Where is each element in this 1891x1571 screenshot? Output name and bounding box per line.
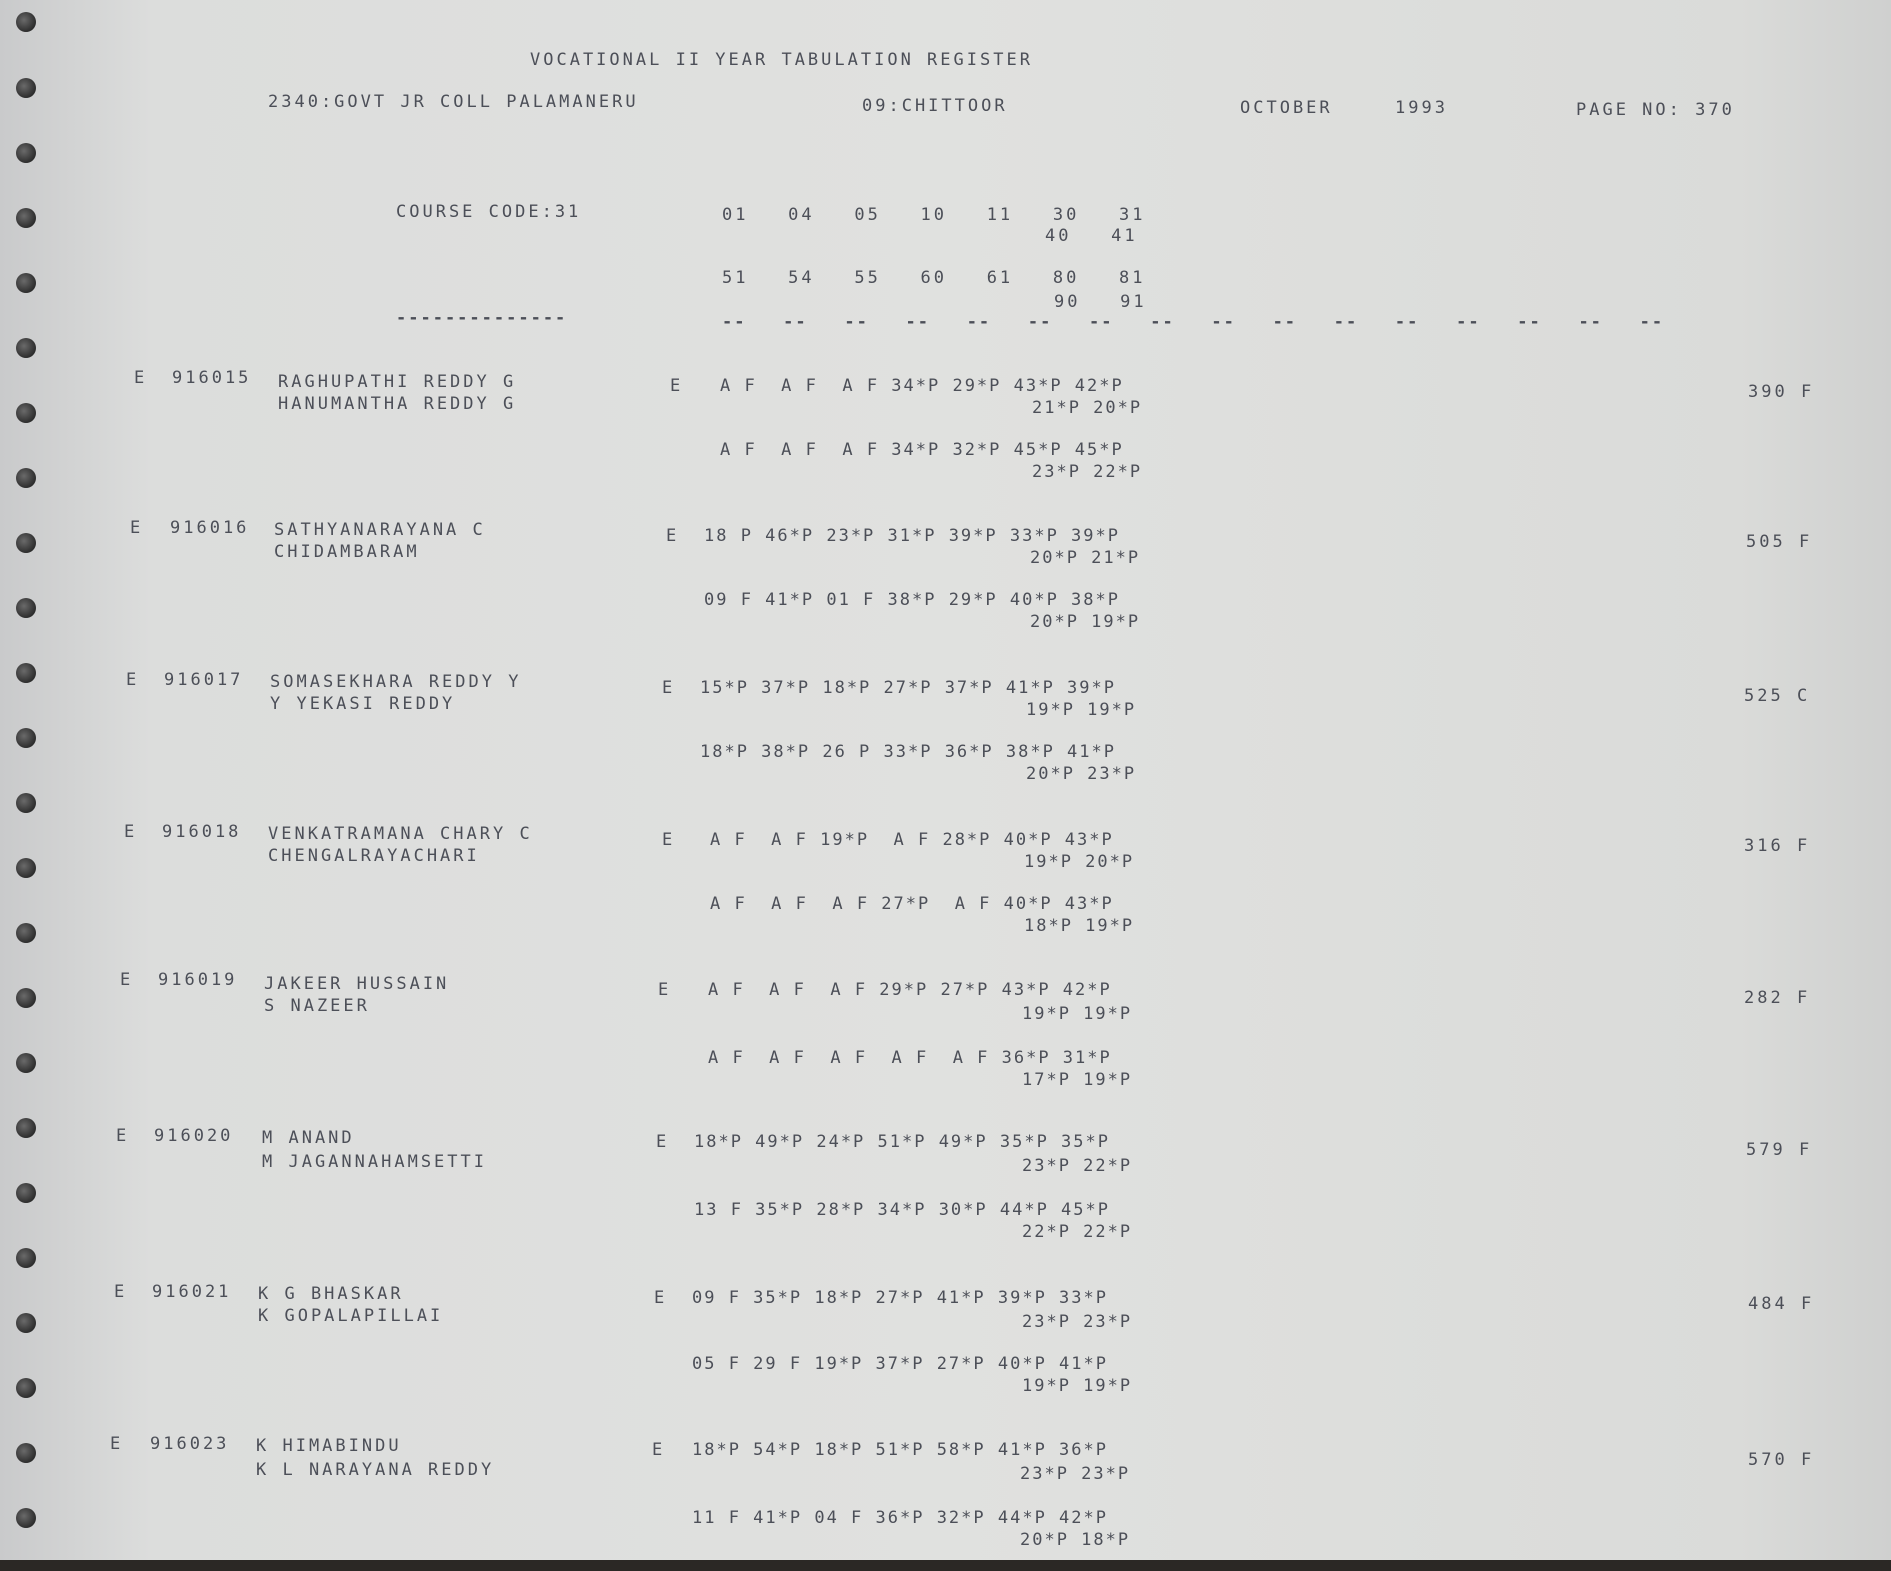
binder-hole-icon xyxy=(16,793,36,813)
binder-hole-icon xyxy=(16,988,36,1008)
year1-marks: A F A F 19*P A F 28*P 40*P 43*P xyxy=(710,830,1114,850)
binder-hole-icon xyxy=(16,468,36,488)
year1-marks-sub: 23*P 23*P xyxy=(1022,1312,1133,1332)
exam-flag: E xyxy=(662,678,676,698)
year1-marks-sub: 19*P 20*P xyxy=(1024,852,1135,872)
course-code: COURSE CODE:31 xyxy=(396,202,582,222)
exam-flag: E xyxy=(666,526,680,546)
roll-number: 916018 xyxy=(162,822,242,842)
binder-hole-icon xyxy=(16,1508,36,1528)
roll-number: 916023 xyxy=(150,1434,230,1454)
year1-marks: 09 F 35*P 18*P 27*P 41*P 39*P 33*P xyxy=(692,1288,1108,1308)
college-name: 2340:GOVT JR COLL PALAMANERU xyxy=(268,92,639,112)
year2-marks: A F A F A F 27*P A F 40*P 43*P xyxy=(710,894,1114,914)
student-name: VENKATRAMANA CHARY C xyxy=(268,824,533,844)
year2-marks-sub: 23*P 22*P xyxy=(1032,462,1143,482)
year1-marks-sub: 19*P 19*P xyxy=(1022,1004,1133,1024)
year2-marks-sub: 17*P 19*P xyxy=(1022,1070,1133,1090)
binder-hole-icon xyxy=(16,533,36,553)
year2-marks-sub: 20*P 18*P xyxy=(1020,1530,1131,1550)
roll-number: 916021 xyxy=(152,1282,232,1302)
record-type: E xyxy=(130,518,144,538)
total-result: 282 F xyxy=(1744,988,1811,1008)
student-name: JAKEER HUSSAIN xyxy=(264,974,450,994)
year1-marks-sub: 23*P 22*P xyxy=(1022,1156,1133,1176)
record-type: E xyxy=(116,1126,130,1146)
exam-flag: E xyxy=(670,376,684,396)
binder-hole-icon xyxy=(16,1183,36,1203)
exam-flag: E xyxy=(662,830,676,850)
total-result: 570 F xyxy=(1748,1450,1815,1470)
binder-hole-icon xyxy=(16,338,36,358)
parent-name: Y YEKASI REDDY xyxy=(270,694,456,714)
year1-marks: A F A F A F 29*P 27*P 43*P 42*P xyxy=(708,980,1112,1000)
exam-flag: E xyxy=(652,1440,666,1460)
year1-marks: 18*P 54*P 18*P 51*P 58*P 41*P 36*P xyxy=(692,1440,1108,1460)
binder-hole-icon xyxy=(16,1313,36,1333)
record-type: E xyxy=(124,822,138,842)
year2-marks: 11 F 41*P 04 F 36*P 32*P 44*P 42*P xyxy=(692,1508,1108,1528)
binder-hole-icon xyxy=(16,1118,36,1138)
roll-number: 916017 xyxy=(164,670,244,690)
table-edge xyxy=(0,1560,1891,1571)
parent-name: CHENGALRAYACHARI xyxy=(268,846,480,866)
record-type: E xyxy=(134,368,148,388)
binder-hole-icon xyxy=(16,1443,36,1463)
student-name: M ANAND xyxy=(262,1128,355,1148)
total-result: 390 F xyxy=(1748,382,1815,402)
roll-number: 916019 xyxy=(158,970,238,990)
student-name: RAGHUPATHI REDDY G xyxy=(278,372,517,392)
parent-name: S NAZEER xyxy=(264,996,370,1016)
year1-marks-sub: 23*P 23*P xyxy=(1020,1464,1131,1484)
record-type: E xyxy=(114,1282,128,1302)
student-name: K HIMABINDU xyxy=(256,1436,402,1456)
binder-hole-icon xyxy=(16,858,36,878)
year2-marks: A F A F A F A F A F 36*P 31*P xyxy=(708,1048,1112,1068)
binder-hole-icon xyxy=(16,208,36,228)
year2-marks: 13 F 35*P 28*P 34*P 30*P 44*P 45*P xyxy=(694,1200,1110,1220)
year2-marks-sub: 19*P 19*P xyxy=(1022,1376,1133,1396)
parent-name: K L NARAYANA REDDY xyxy=(256,1460,495,1480)
year1-marks: 15*P 37*P 18*P 27*P 37*P 41*P 39*P xyxy=(700,678,1116,698)
student-name: SOMASEKHARA REDDY Y xyxy=(270,672,522,692)
column-dashes: -- -- -- -- -- -- -- -- -- -- -- -- -- -- -- -- xyxy=(722,312,1665,332)
total-result: 484 F xyxy=(1748,1294,1815,1314)
subject-codes-row2-sub: 90 91 xyxy=(1054,292,1147,312)
parent-name: M JAGANNAHAMSETTI xyxy=(262,1152,487,1172)
total-result: 525 C xyxy=(1744,686,1811,706)
roll-number: 916020 xyxy=(154,1126,234,1146)
page-number: PAGE NO: 370 xyxy=(1576,100,1735,120)
student-name: K G BHASKAR xyxy=(258,1284,404,1304)
year1-marks: A F A F A F 34*P 29*P 43*P 42*P xyxy=(720,376,1124,396)
binder-hole-icon xyxy=(16,403,36,423)
year1-marks-sub: 20*P 21*P xyxy=(1030,548,1141,568)
year1-marks-sub: 19*P 19*P xyxy=(1026,700,1137,720)
subject-codes-row2: 51 54 55 60 61 80 81 xyxy=(722,268,1146,288)
binder-hole-icon xyxy=(16,12,36,32)
binder-hole-icon xyxy=(16,1248,36,1268)
record-type: E xyxy=(120,970,134,990)
roll-number: 916015 xyxy=(172,368,252,388)
binder-hole-icon xyxy=(16,1053,36,1073)
binder-hole-icon xyxy=(16,273,36,293)
total-result: 579 F xyxy=(1746,1140,1813,1160)
binder-hole-icon xyxy=(16,78,36,98)
binder-hole-icon xyxy=(16,923,36,943)
roll-number: 916016 xyxy=(170,518,250,538)
subject-codes-row1: 01 04 05 10 11 30 31 xyxy=(722,205,1146,225)
parent-name: HANUMANTHA REDDY G xyxy=(278,394,517,414)
binder-hole-icon xyxy=(16,598,36,618)
year2-marks-sub: 20*P 23*P xyxy=(1026,764,1137,784)
exam-year: 1993 xyxy=(1395,98,1448,118)
year2-marks: A F A F A F 34*P 32*P 45*P 45*P xyxy=(720,440,1124,460)
year2-marks: 09 F 41*P 01 F 38*P 29*P 40*P 38*P xyxy=(704,590,1120,610)
parent-name: K GOPALAPILLAI xyxy=(258,1306,444,1326)
year2-marks: 05 F 29 F 19*P 37*P 27*P 40*P 41*P xyxy=(692,1354,1108,1374)
year2-marks-sub: 18*P 19*P xyxy=(1024,916,1135,936)
total-result: 505 F xyxy=(1746,532,1813,552)
record-type: E xyxy=(110,1434,124,1454)
binder-hole-icon xyxy=(16,143,36,163)
subject-codes-row1-sub: 40 41 xyxy=(1045,226,1138,246)
year1-marks: 18*P 49*P 24*P 51*P 49*P 35*P 35*P xyxy=(694,1132,1110,1152)
exam-flag: E xyxy=(656,1132,670,1152)
binder-hole-icon xyxy=(16,663,36,683)
year2-marks-sub: 20*P 19*P xyxy=(1030,612,1141,632)
exam-month: OCTOBER xyxy=(1240,98,1333,118)
district-name: 09:CHITTOOR xyxy=(862,96,1008,116)
year1-marks: 18 P 46*P 23*P 31*P 39*P 33*P 39*P xyxy=(704,526,1120,546)
exam-flag: E xyxy=(654,1288,668,1308)
binder-hole-icon xyxy=(16,1378,36,1398)
year2-marks: 18*P 38*P 26 P 33*P 36*P 38*P 41*P xyxy=(700,742,1116,762)
year1-marks-sub: 21*P 20*P xyxy=(1032,398,1143,418)
record-type: E xyxy=(126,670,140,690)
parent-name: CHIDAMBARAM xyxy=(274,542,420,562)
year2-marks-sub: 22*P 22*P xyxy=(1022,1222,1133,1242)
total-result: 316 F xyxy=(1744,836,1811,856)
register-title: VOCATIONAL II YEAR TABULATION REGISTER xyxy=(530,50,1033,70)
course-underline: -------------- xyxy=(396,308,568,328)
exam-flag: E xyxy=(658,980,672,1000)
binder-hole-icon xyxy=(16,728,36,748)
student-name: SATHYANARAYANA C xyxy=(274,520,486,540)
